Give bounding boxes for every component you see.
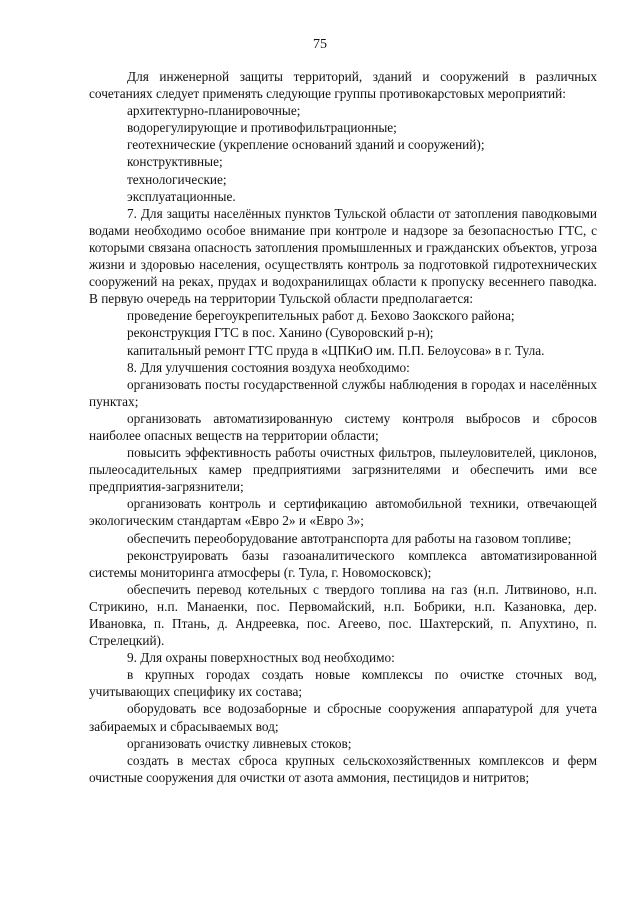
list-item: технологические;	[127, 171, 227, 187]
paragraph: повысить эффективность работы очистных фильтров, пылеуловителей, циклонов, пылеосадительных камер предприятиями загрязнителями и обеспечить ими все предприятия-загрязнители;	[89, 445, 597, 495]
list-item: геотехнические (укрепление оснований зданий и сооружений);	[127, 137, 485, 153]
document-body	[89, 68, 597, 786]
paragraph: создать в местах сброса крупных сельскохозяйственных комплексов и ферм очистные сооружения для очистки от азота аммония, пестицидов и нитритов;	[89, 752, 597, 785]
list-item: проведение берегоукрепительных работ д. Бехово Заокского района;	[127, 308, 515, 324]
list-item: 9. Для охраны поверхностных вод необходимо:	[127, 650, 395, 666]
list-item: реконструкция ГТС в пос. Ханино (Суворовский р-н);	[127, 325, 434, 341]
list-item: водорегулирующие и противофильтрационные;	[127, 120, 397, 136]
list-item: капитальный ремонт ГТС пруда в «ЦПКиО им. П.П. Белоусова» в г. Тула.	[127, 342, 545, 358]
paragraph: 7. Для защиты населённых пунктов Тульской области от затопления паводковыми водами необходимо особое внимание при контроле и надзоре за безопасностью ГТС, с которыми связана опасность затопления промышленных и гражданских объектов, угроза жизни и здоровью населения, осуществлять контроль за подготовкой гидротехнических сооружений на реках, прудах и водохранилищах области к пропуску весеннего паводка. В первую очередь на территории Тульской области предполагается:	[89, 205, 597, 307]
paragraph: Для инженерной защиты территорий, зданий и сооружений в различных сочетаниях следует применять следующие группы противокарстовых мероприятий:	[89, 69, 597, 102]
list-item: архитектурно-планировочные;	[127, 103, 301, 119]
paragraph: в крупных городах создать новые комплексы по очистке сточных вод, учитывающих специфику их состава;	[89, 667, 597, 700]
list-item: 8. Для улучшения состояния воздуха необходимо:	[127, 359, 410, 375]
paragraph: реконструировать базы газоаналитического комплекса автоматизированной системы мониторинга атмосферы (г. Тула, г. Новомосковск);	[89, 547, 597, 580]
paragraph: организовать автоматизированную систему контроля выбросов и сбросов наиболее опасных веществ на территории области;	[89, 410, 597, 443]
list-item: организовать очистку ливневых стоков;	[127, 735, 352, 751]
list-item: эксплуатационные.	[127, 188, 236, 204]
paragraph: обеспечить перевод котельных с твердого топлива на газ (н.п. Литвиново, н.п. Стрикино, н.п. Манаенки, пос. Первомайский, н.п. Бобрики, н.п. Казановка, дер. Ивановка, п. Птань, д. Андреевка, пос. Агеево, пос. Шахтерский, п. Апухтино, п. Стрелецкий).	[89, 581, 597, 649]
paragraph: обеспечить переоборудование автотранспорта для работы на газовом топливе;	[127, 530, 572, 546]
paragraph: оборудовать все водозаборные и сбросные сооружения аппаратурой для учета забираемых и сбрасываемых вод;	[89, 701, 597, 734]
paragraph: организовать посты государственной службы наблюдения в городах и населённых пунктах;	[89, 376, 597, 409]
page-number: 75	[313, 37, 327, 52]
paragraph: организовать контроль и сертификацию автомобильной техники, отвечающей экологическим стандартам «Евро 2» и «Евро 3»;	[89, 496, 597, 529]
list-item: конструктивные;	[127, 154, 223, 170]
